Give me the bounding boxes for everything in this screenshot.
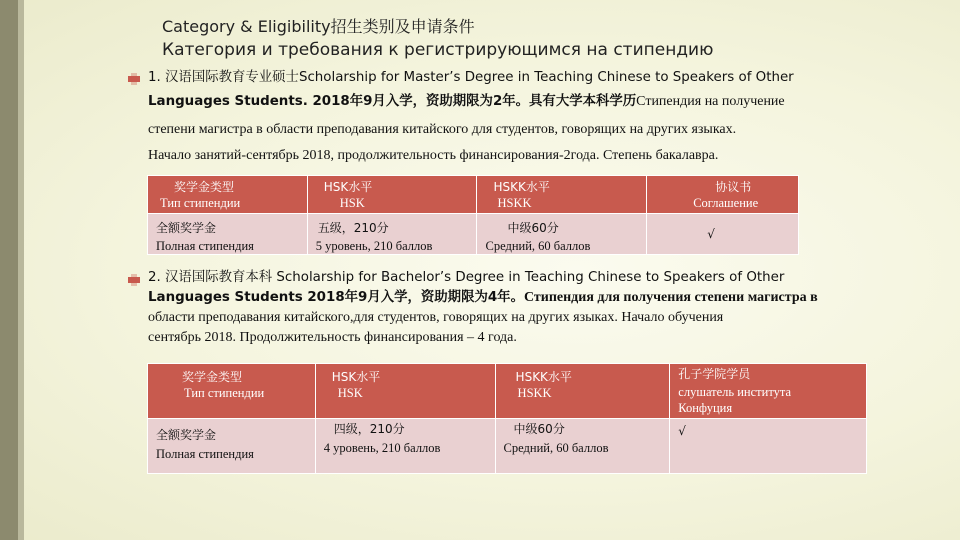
table2-cell-type: 全额奖学金 Полная стипендия [148,419,316,474]
scholarship-table-2 [147,363,867,474]
table1-header-agreement: 协议书 Соглашение [647,176,799,214]
section2-line4: сентябрь 2018. Продолжительность финансирования – 4 года. [148,330,517,345]
check-mark-icon: √ [707,227,715,241]
section1-line3: степени магистра в области преподавания китайского для студентов, говорящих на других языках. [148,122,737,137]
left-accent-bar [0,0,18,540]
section2-line3: области преподавания китайского,для студентов, говорящих на других языках. Начало обучения [148,310,724,325]
flag-bullet-icon [128,274,140,286]
section1-paragraph [148,66,910,168]
table2-cell-hsk: 四级，210分 4 уровень, 210 баллов [315,419,495,474]
slide-title-line1: Category & Eligibility招生类别及申请条件 [162,17,475,36]
section1-line2-ru: Стипендия на получение [636,94,785,109]
scholarship-table-1 [147,175,799,255]
table1-header-hsk: HSK水平 HSK [307,176,477,214]
section2-line1: 2. 汉语国际教育本科 Scholarship for Bachelor’s Degree in Teaching Chinese to Speakers of Other [148,270,785,285]
table-row [148,419,867,474]
section1-line4: Начало занятий-сентябрь 2018, продолжительность финансирования-2года. Степень бакалавра. [148,148,719,163]
table1-cell-type: 全额奖学金 Полная стипендия [148,214,308,255]
table2-header-row [148,364,867,419]
table2-cell-hskk: 中级60分 Средний, 60 баллов [495,419,670,474]
table1-cell-hsk: 五级，210分 5 уровень, 210 баллов [307,214,477,255]
section1-line2-cn: Languages Students. 2018年9月入学，资助期限为2年。具有大学本科学历 [148,94,637,109]
table1-cell-hskk: 中级60分 Средний, 60 баллов [477,214,647,255]
section2-paragraph [148,268,910,348]
table2-header-confucius: 孔子学院学员 слушатель института Конфуция [670,364,867,419]
check-mark-icon: √ [678,424,686,438]
table-row [148,214,799,255]
section2-line2-ru: Стипендия для получения степени магистра в [523,290,818,305]
slide-title-line2: Категория и требования к регистрирующимся на стипендию [162,40,714,60]
table2-header-type: 奖学金类型 Тип стипендии [148,364,316,419]
table2-header-hsk: HSK水平 HSK [315,364,495,419]
table1-cell-agreement [647,214,799,255]
flag-bullet-icon [128,73,140,85]
left-accent-stripe [18,0,24,540]
table2-cell-confucius [670,419,867,474]
table1-header-row [148,176,799,214]
section2-line2-cn: Languages Students 2018年9月入学，资助期限为4年。 [148,290,524,305]
table1-header-hskk: HSKK水平 HSKK [477,176,647,214]
section1-line1: 1. 汉语国际教育专业硕士Scholarship for Master’s Degree in Teaching Chinese to Speakers of Other [148,70,794,85]
table1-header-type: 奖学金类型 Тип стипендии [148,176,308,214]
table2-header-hskk: HSKK水平 HSKK [495,364,670,419]
